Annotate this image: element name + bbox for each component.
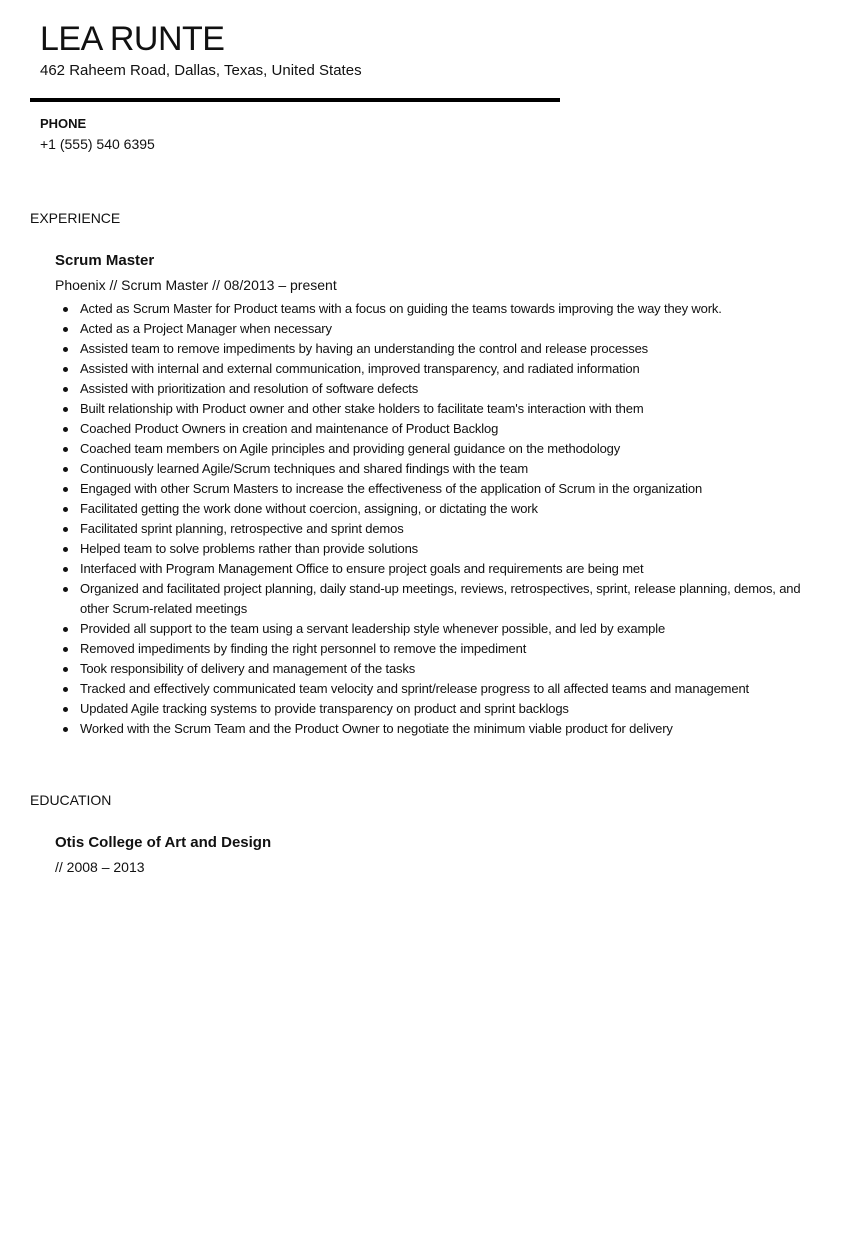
job-bullet: Built relationship with Product owner and other stake holders to facilitate team's interaction with them <box>62 399 822 419</box>
job-bullet-list <box>62 299 822 739</box>
phone-number: +1 (555) 540 6395 <box>40 136 155 152</box>
candidate-address: 462 Raheem Road, Dallas, Texas, United States <box>40 62 362 79</box>
job-bullet: Acted as a Project Manager when necessary <box>62 319 822 339</box>
job-subtitle: Phoenix // Scrum Master // 08/2013 – present <box>55 277 337 293</box>
job-bullet: Organized and facilitated project planning, daily stand-up meetings, reviews, retrospectives, sprint, release planning, demos, and other Scrum-related meetings <box>62 579 822 619</box>
job-bullet: Took responsibility of delivery and management of the tasks <box>62 659 822 679</box>
job-bullet: Assisted team to remove impediments by having an understanding the control and release processes <box>62 339 822 359</box>
school-name: Otis College of Art and Design <box>55 834 272 851</box>
job-bullet: Acted as Scrum Master for Product teams with a focus on guiding the teams towards improving the way they work. <box>62 299 822 319</box>
job-bullet: Facilitated getting the work done without coercion, assigning, or dictating the work <box>62 499 822 519</box>
job-bullet: Removed impediments by finding the right personnel to remove the impediment <box>62 639 822 659</box>
header-divider <box>30 98 560 102</box>
education-heading: EDUCATION <box>30 792 112 808</box>
job-bullet: Interfaced with Program Management Office to ensure project goals and requirements are being met <box>62 559 822 579</box>
job-bullet: Assisted with prioritization and resolution of software defects <box>62 379 822 399</box>
job-bullet: Continuously learned Agile/Scrum techniques and shared findings with the team <box>62 459 822 479</box>
job-bullet: Facilitated sprint planning, retrospective and sprint demos <box>62 519 822 539</box>
phone-label: PHONE <box>40 116 87 131</box>
education-dates: // 2008 – 2013 <box>55 859 145 875</box>
job-bullet: Engaged with other Scrum Masters to increase the effectiveness of the application of Scrum in the organization <box>62 479 822 499</box>
job-bullet: Helped team to solve problems rather than provide solutions <box>62 539 822 559</box>
experience-heading: EXPERIENCE <box>30 210 121 226</box>
job-bullet: Tracked and effectively communicated team velocity and sprint/release progress to all affected teams and management <box>62 679 822 699</box>
job-bullet: Updated Agile tracking systems to provide transparency on product and sprint backlogs <box>62 699 822 719</box>
job-bullet: Worked with the Scrum Team and the Product Owner to negotiate the minimum viable product for delivery <box>62 719 822 739</box>
job-bullet: Coached team members on Agile principles and providing general guidance on the methodology <box>62 439 822 459</box>
job-bullet: Coached Product Owners in creation and maintenance of Product Backlog <box>62 419 822 439</box>
job-title: Scrum Master <box>55 252 155 269</box>
job-bullet: Provided all support to the team using a servant leadership style whenever possible, and led by example <box>62 619 822 639</box>
job-bullet: Assisted with internal and external communication, improved transparency, and radiated information <box>62 359 822 379</box>
candidate-name: LEA RUNTE <box>40 20 225 58</box>
